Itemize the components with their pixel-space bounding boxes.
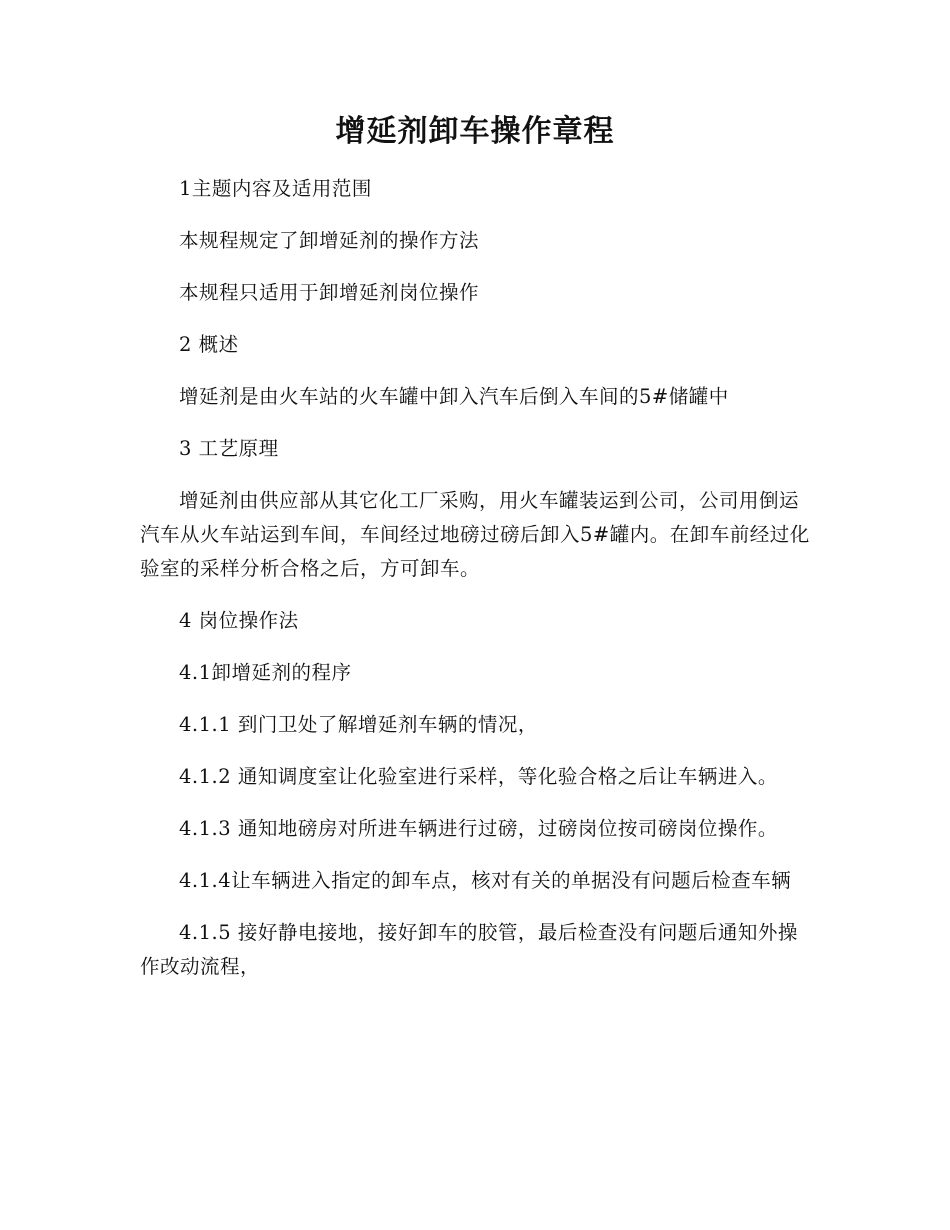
paragraph-section-4-heading: 4 岗位操作法 — [179, 609, 299, 632]
paragraph-step-4-1-1: 4.1.1 到门卫处了解增延剂车辆的情况， — [179, 713, 538, 736]
paragraph-process-principle: 增延剂由供应部从其它化工厂采购，用火车罐装运到公司，公司用倒运汽车从火车站运到车间，车间经过地磅过磅后卸入5#罐内。在卸车前经过化验室的采样分析合格之后，方可卸车。 — [140, 489, 810, 580]
document-page — [140, 108, 810, 1002]
paragraph-section-4-1-heading: 4.1卸增延剂的程序 — [179, 661, 352, 684]
paragraph-scope-1: 本规程规定了卸增延剂的操作方法 — [179, 229, 480, 252]
paragraph-step-4-1-5: 4.1.5 接好静电接地，接好卸车的胶管，最后检查没有问题后通知外操作改动流程， — [140, 921, 798, 978]
paragraph-step-4-1-3: 4.1.3 通知地磅房对所进车辆进行过磅，过磅岗位按司磅岗位操作。 — [179, 817, 778, 840]
paragraph-section-1-heading: 1主题内容及适用范围 — [179, 177, 372, 200]
paragraph-scope-2: 本规程只适用于卸增延剂岗位操作 — [179, 281, 480, 304]
paragraph-section-3-heading: 3 工艺原理 — [179, 437, 279, 460]
paragraph-overview: 增延剂是由火车站的火车罐中卸入汽车后倒入车间的5#储罐中 — [179, 385, 729, 408]
paragraph-step-4-1-4: 4.1.4让车辆进入指定的卸车点，核对有关的单据没有问题后检查车辆 — [179, 869, 792, 892]
paragraph-section-2-heading: 2 概述 — [179, 333, 239, 356]
paragraph-step-4-1-2: 4.1.2 通知调度室让化验室进行采样，等化验合格之后让车辆进入。 — [179, 765, 778, 788]
document-title: 增延剂卸车操作章程 — [335, 114, 615, 149]
